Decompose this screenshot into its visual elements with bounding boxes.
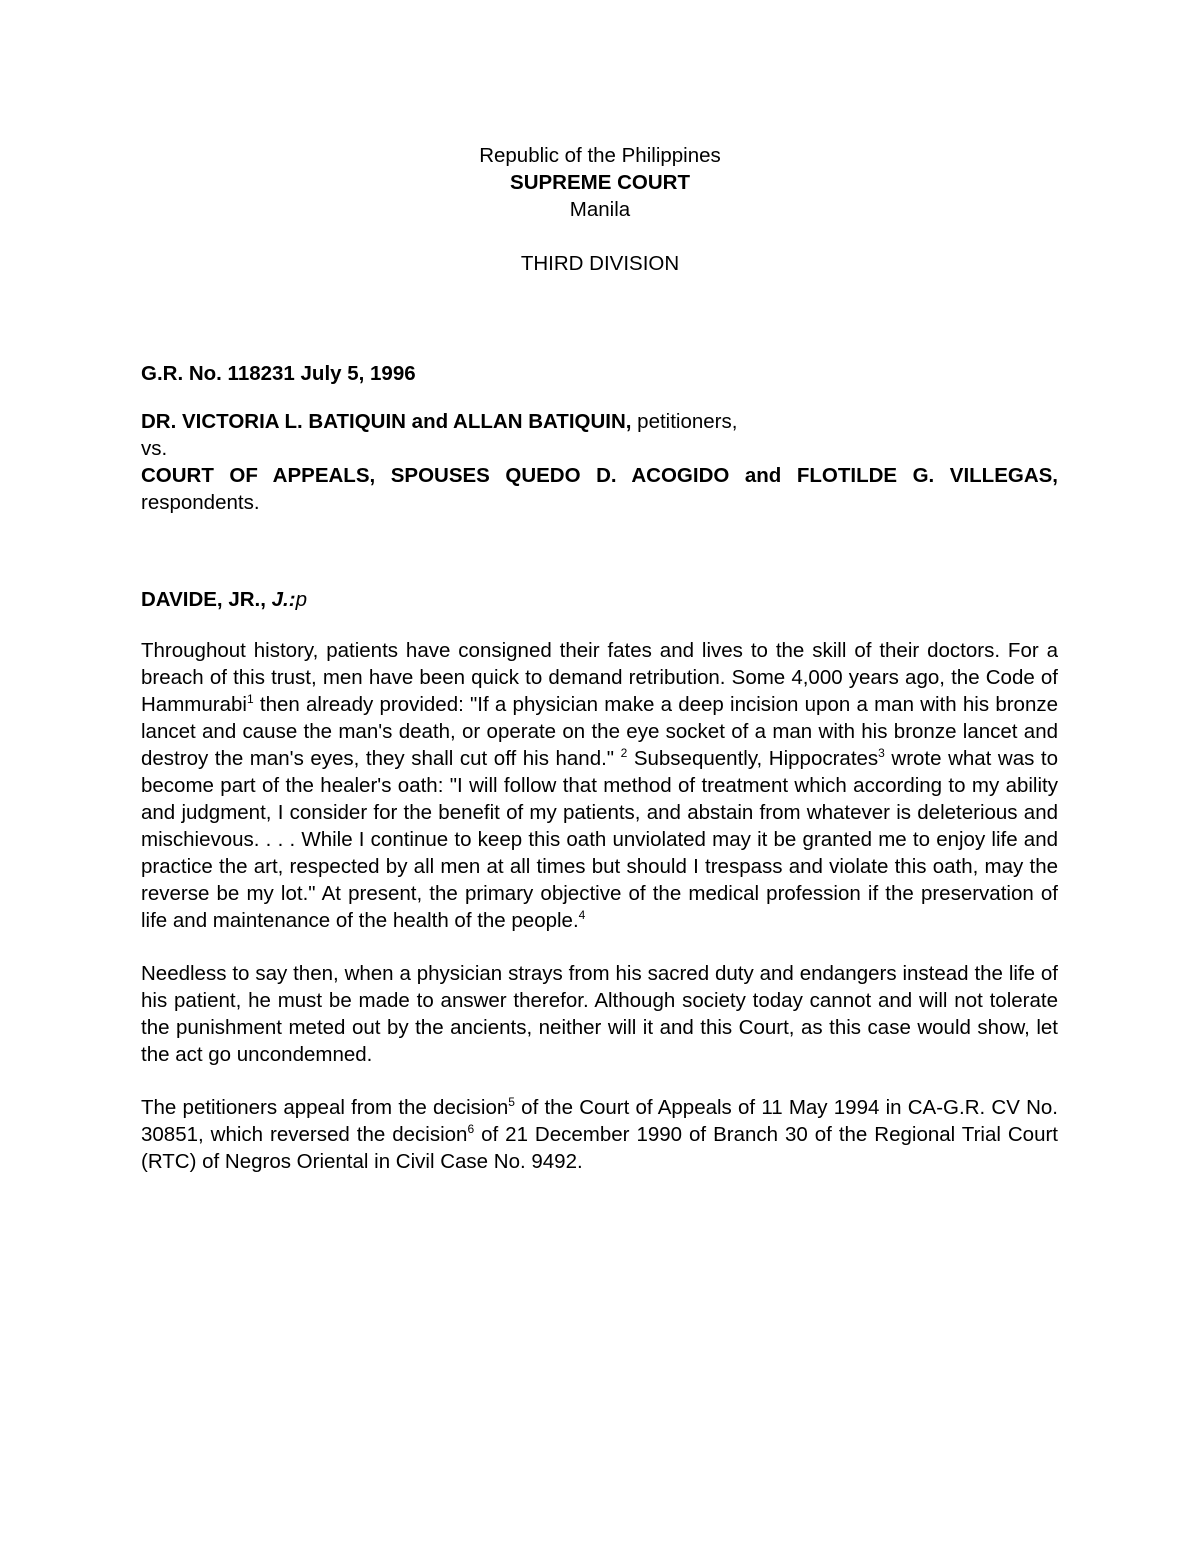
ponente-name: DAVIDE, JR., bbox=[141, 588, 272, 611]
court-name: SUPREME COURT bbox=[510, 171, 690, 194]
paragraph-3-text-c: of 21 December 1990 of Branch 30 of the Regional Trial Court (RTC) of Negros Oriental in Civil Case No. 9492. bbox=[141, 1123, 1058, 1173]
paragraph-1 bbox=[141, 637, 1058, 934]
respondents-role: respondents. bbox=[141, 491, 260, 514]
division-name: THIRD DIVISION bbox=[520, 252, 680, 275]
case-number: G.R. No. 118231 July 5, 1996 bbox=[141, 362, 416, 385]
paragraph-3-text-a: The petitioners appeal from the decision bbox=[141, 1096, 509, 1119]
petitioners-role: petitioners, bbox=[631, 410, 738, 433]
case-parties bbox=[141, 408, 1058, 516]
paragraph-1-text-c: Subsequently, Hippocrates bbox=[627, 747, 879, 770]
ponente-line bbox=[141, 586, 1058, 613]
footnote-ref-1: 1 bbox=[246, 692, 254, 706]
paragraph-3 bbox=[141, 1094, 1058, 1175]
ponente-mark: p bbox=[295, 588, 307, 611]
paragraph-1-text-d: wrote what was to become part of the healer's oath: "I will follow that method of treatment which according to my ability and judgment, I consider for the benefit of my patients, and abstain from whatever is deleterious and mischievous. . . . While I continue to keep this oath unviolated may it be granted me to enjoy life and practice the art, respected by all men at all times but should I trespass and violate this oath, may the reverse be my lot." At present, the primary objective of the medical profession if the preservation of life and maintenance of the health of the people. bbox=[141, 747, 1058, 932]
court-city: Manila bbox=[569, 198, 631, 221]
footnote-ref-6: 6 bbox=[467, 1122, 475, 1136]
footnote-ref-2: 2 bbox=[620, 746, 628, 760]
footnote-ref-5: 5 bbox=[508, 1095, 515, 1109]
paragraph-2: Needless to say then, when a physician strays from his sacred duty and endangers instead the life of his patient, he must be made to answer therefor. Although society today cannot and will not tolerate the punishment meted out by the ancients, neither will it and this Court, as this case would show, let the act go uncondemned. bbox=[141, 962, 1058, 1066]
respondents-line bbox=[141, 462, 1058, 516]
decision-body bbox=[141, 360, 1058, 1175]
paragraph-3-text-b: of the Court of Appeals of 11 May 1994 in CA-G.R. CV No. 30851, which reversed the decision bbox=[141, 1096, 1059, 1146]
petitioners-line bbox=[141, 408, 1058, 435]
respondents-names: COURT OF APPEALS, SPOUSES QUEDO D. ACOGIDO and FLOTILDE G. VILLEGAS, bbox=[141, 464, 1058, 487]
footnote-ref-4: 4 bbox=[578, 908, 586, 922]
republic-line: Republic of the Philippines bbox=[479, 144, 721, 167]
ponente-title: J.: bbox=[271, 588, 296, 611]
footnote-ref-3: 3 bbox=[878, 746, 885, 760]
versus-line: vs. bbox=[141, 437, 168, 460]
paragraph-1-text-b: then already provided: "If a physician make a deep incision upon a man with his bronze lancet and cause the man's death, or operate on the eye socket of a man with his bronze lancet and destroy the man's eyes, they shall cut off his hand." bbox=[141, 693, 1058, 770]
paragraph-1-text-a: Throughout history, patients have consigned their fates and lives to the skill of their doctors. For a breach of this trust, men have been quick to demand retribution. Some 4,000 years ago, the Code of Hammurabi bbox=[141, 639, 1058, 716]
petitioners-names: DR. VICTORIA L. BATIQUIN and ALLAN BATIQUIN, bbox=[141, 410, 632, 433]
court-header bbox=[0, 142, 1200, 277]
